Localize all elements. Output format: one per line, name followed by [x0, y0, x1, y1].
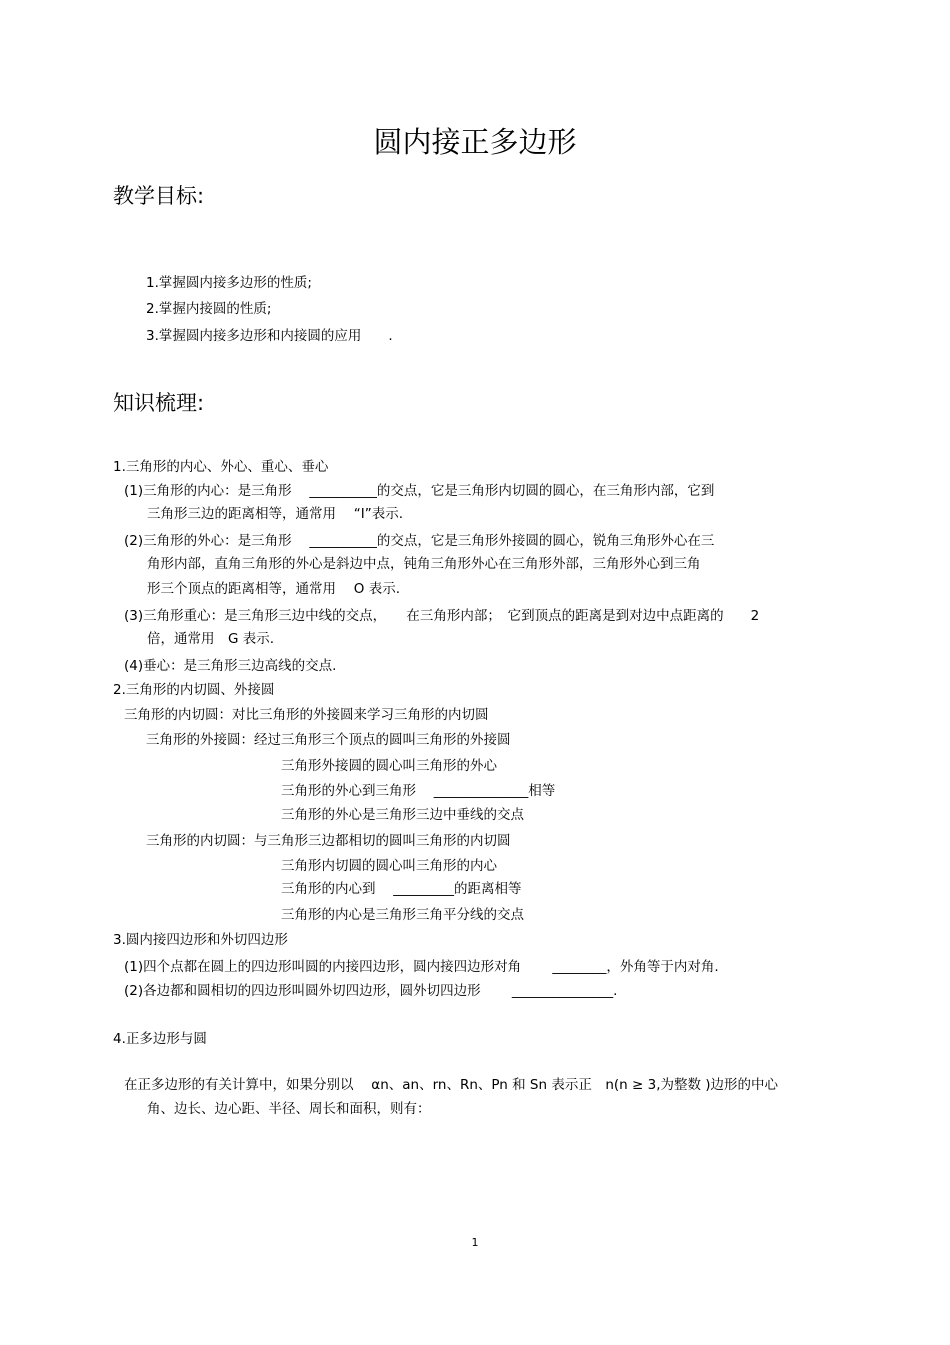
objective-item: 1.掌握圆内接多边形的性质; — [146, 275, 312, 291]
text-line: 在正多边形的有关计算中，如果分别以 αn、an、rn、Rn、Pn 和 Sn 表示正 n(n ≥ 3,为整数 )边形的中心 — [124, 1077, 779, 1093]
text-line: 三角形三边的距离相等，通常用 “I”表示. — [147, 506, 404, 522]
objective-item: 3.掌握圆内接多边形和内接圆的应用 . — [146, 328, 393, 344]
text-line: 三角形的外心是三角形三边中垂线的交点 — [281, 807, 524, 823]
text-line: 3.圆内接四边形和外切四边形 — [113, 932, 288, 948]
page-title: 圆内接正多边形 — [373, 125, 577, 159]
text-line: 2.三角形的内切圆、外接圆 — [113, 682, 275, 698]
page-number: 1 — [471, 1236, 479, 1249]
text-line: 三角形的外接圆：经过三角形三个顶点的圆叫三角形的外接圆 — [146, 732, 511, 748]
section-heading-objectives: 教学目标: — [113, 184, 205, 208]
text-line: 角、边长、边心距、半径、周长和面积，则有： — [147, 1101, 431, 1117]
text-line: 1.三角形的内心、外心、重心、垂心 — [113, 459, 329, 475]
text-line: 三角形的内切圆：与三角形三边都相切的圆叫三角形的内切圆 — [146, 833, 511, 849]
objective-item: 2.掌握内接圆的性质; — [146, 301, 272, 317]
text-line: (2)各边都和圆相切的四边形叫圆外切四边形，圆外切四边形 _______________. — [124, 983, 618, 999]
text-line: (3)三角形重心：是三角形三边中线的交点， 在三角形内部； 它到顶点的距离是到对边中点距离的 2 — [124, 608, 760, 624]
text-line: 三角形的内心是三角形三角平分线的交点 — [281, 907, 524, 923]
text-line: 形三个顶点的距离相等，通常用 O 表示. — [147, 581, 400, 597]
text-line: (1)四个点都在圆上的四边形叫圆的内接四边形，圆内接四边形对角 ________，外角等于内对角. — [124, 959, 719, 975]
text-line: 三角形内切圆的圆心叫三角形的内心 — [281, 858, 497, 874]
text-line: 三角形的内切圆：对比三角形的外接圆来学习三角形的内切圆 — [124, 707, 489, 723]
text-line: (1)三角形的内心：是三角形 __________的交点，它是三角形内切圆的圆心，在三角形内部，它到 — [124, 483, 715, 499]
text-line: 角形内部，直角三角形的外心是斜边中点，钝角三角形外心在三角形外部，三角形外心到三角 — [147, 556, 701, 572]
text-line: 三角形外接圆的圆心叫三角形的外心 — [281, 758, 497, 774]
text-line: 三角形的内心到 _________的距离相等 — [281, 881, 522, 897]
text-line: 三角形的外心到三角形 ______________相等 — [281, 783, 556, 799]
section-heading-knowledge: 知识梳理: — [113, 391, 205, 415]
text-line: 倍，通常用 G 表示. — [147, 631, 275, 647]
text-line: (2)三角形的外心：是三角形 __________的交点，它是三角形外接圆的圆心，锐角三角形外心在三 — [124, 533, 715, 549]
text-line: (4)垂心：是三角形三边高线的交点. — [124, 658, 337, 674]
text-line: 4.正多边形与圆 — [113, 1031, 207, 1047]
